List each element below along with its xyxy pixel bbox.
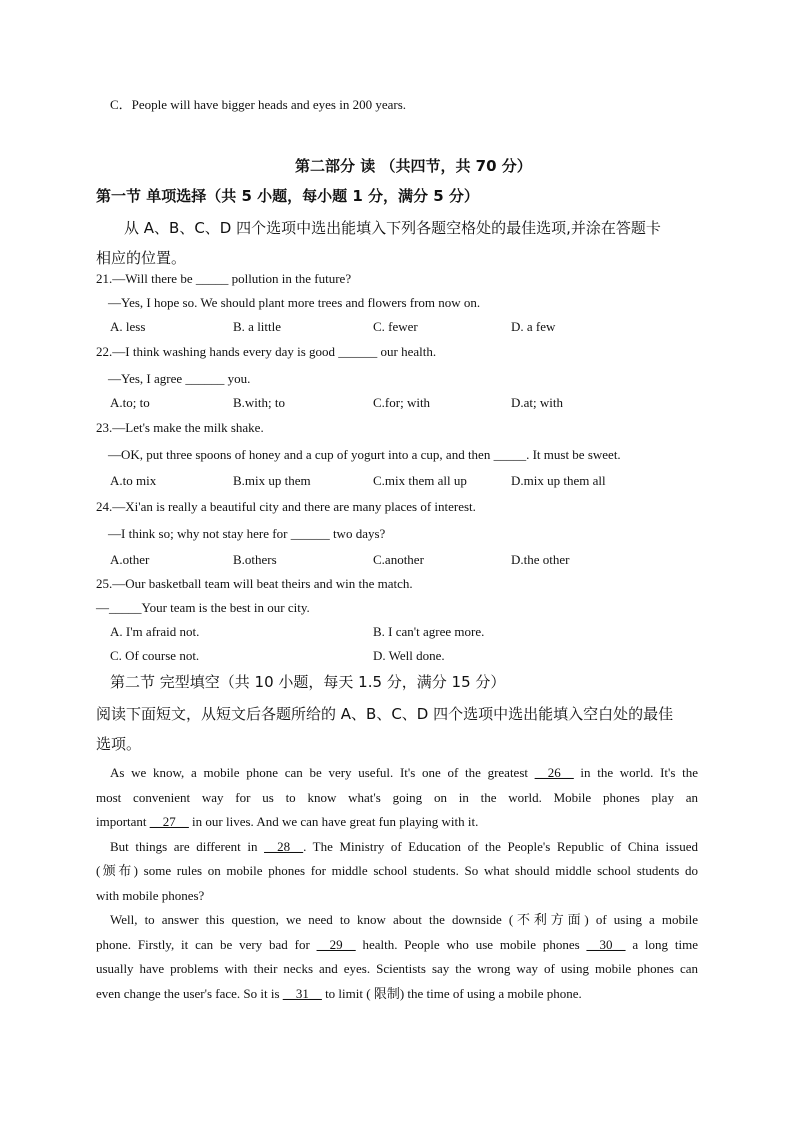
prev-option-c: C．People will have bigger heads and eyes in 200 years.	[110, 97, 407, 112]
question-22-option-d: D.at; with	[511, 395, 563, 410]
passage-p2-line3: with mobile phones?	[96, 887, 205, 903]
question-25-option-b: B. I can't agree more.	[373, 624, 485, 639]
passage-p3-line1: Well, to answer this question, we need to know about the downside (不利方面) of using a mobile	[110, 912, 698, 927]
passage-p2-line1: But things are different in __28__. The Ministry of Education of the People's Republic of China issued	[110, 838, 699, 854]
blank-29: __29__	[316, 936, 356, 952]
question-24-option-d: D.the other	[511, 552, 570, 567]
question-24-option-a: A.other	[110, 552, 150, 567]
question-25-option-d: D. Well done.	[373, 648, 445, 663]
question-25-option-c: C. Of course not.	[110, 648, 200, 663]
blank-26: __26__	[534, 765, 574, 780]
blank-27: __27__	[149, 814, 189, 829]
question-23-option-b: B.mix up them	[233, 473, 311, 488]
section1-heading: 第一节 单项选择（共 5 小题，每小题 1 分，满分 5 分）	[96, 187, 479, 205]
section2-heading: 第二节 完型填空（共 10 小题，每天 1.5 分，满分 15 分）	[110, 673, 506, 691]
passage-p1-line2: most convenient way for us to know what's going on in the world. Mobile phones play an	[96, 789, 698, 805]
question-24-option-c: C.another	[373, 552, 424, 567]
part2-title: 第二部分 读 （共四节，共 70 分）	[295, 157, 532, 175]
question-22-option-b: B.with; to	[233, 395, 286, 410]
question-25-answer: —_____Your team is the best in our city.	[96, 600, 310, 615]
question-25-option-a: A. I'm afraid not.	[110, 624, 200, 639]
passage-p1-line1: As we know, a mobile phone can be very useful. It's one of the greatest __26__ in the world. It's the	[110, 765, 698, 780]
cloze-passage	[96, 761, 698, 1006]
question-21-answer: —Yes, I hope so. We should plant more trees and flowers from now on.	[108, 295, 481, 310]
section2-instruction-line1: 阅读下面短文，从短文后各题所给的 A、B、C、D 四个选项中选出能填入空白处的最佳	[96, 705, 674, 723]
passage-p3-line2: phone. Firstly, it can be very bad for __29__ health. People who use mobile phones __30__ a long time	[96, 936, 698, 952]
blank-28: __28__	[264, 838, 304, 854]
question-25: 25.—Our basketball team will beat theirs and win the match.	[96, 576, 413, 591]
blank-31: __31__	[282, 985, 322, 1001]
question-24: 24.—Xi'an is really a beautiful city and there are many places of interest.	[96, 499, 476, 514]
passage-p3-line3: usually have problems with their necks and eyes. Scientists say the wrong way of using mobile phones can	[96, 961, 698, 976]
question-21-option-a: A. less	[110, 319, 146, 334]
question-23-option-c: C.mix them all up	[373, 473, 467, 488]
section1-instruction-line1: 从 A、B、C、D 四个选项中选出能填入下列各题空格处的最佳选项,并涂在答题卡	[124, 219, 661, 237]
question-21-option-b: B. a little	[233, 319, 282, 334]
question-24-option-b: B.others	[233, 552, 277, 567]
blank-30: __30__	[586, 936, 626, 952]
question-22: 22.—I think washing hands every day is good ______ our health.	[96, 344, 437, 359]
question-22-option-c: C.for; with	[373, 395, 431, 410]
passage-p3-line4: even change the user's face. So it is __31__ to limit ( 限制) the time of using a mobile phone.	[96, 985, 582, 1001]
question-22-option-a: A.to; to	[110, 395, 150, 410]
passage-p1-line3: important __27__ in our lives. And we can have great fun playing with it.	[96, 814, 479, 829]
question-23-option-a: A.to mix	[110, 473, 157, 488]
section2-instruction-line2: 选项。	[96, 735, 142, 753]
question-21-option-c: C. fewer	[373, 319, 418, 334]
question-24-answer: —I think so; why not stay here for ______ two days?	[108, 526, 386, 541]
passage-p2-line2: (颁布) some rules on mobile phones for middle school students. So what should middle school students do	[96, 863, 698, 878]
question-22-answer: —Yes, I agree ______ you.	[108, 371, 251, 386]
section1-instruction-line2: 相应的位置。	[96, 249, 187, 267]
question-23-option-d: D.mix up them all	[511, 473, 606, 488]
question-23: 23.—Let's make the milk shake.	[96, 420, 264, 435]
question-21: 21.—Will there be _____ pollution in the future?	[96, 271, 352, 286]
question-23-answer: —OK, put three spoons of honey and a cup of yogurt into a cup, and then _____. It must be sweet.	[108, 447, 621, 462]
question-21-option-d: D. a few	[511, 319, 556, 334]
